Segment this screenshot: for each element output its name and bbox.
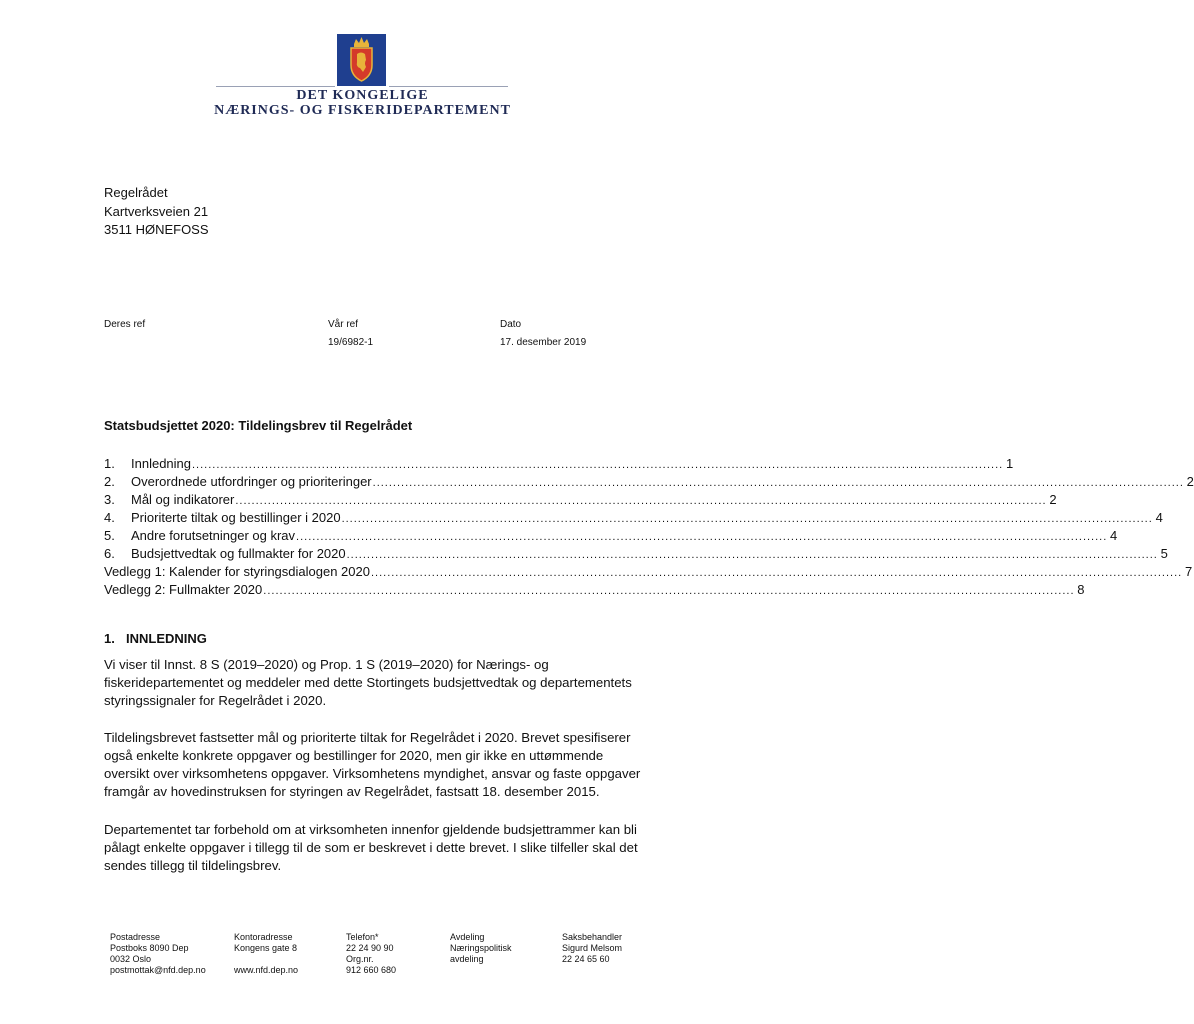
toc-leader: ........................................................................................................................................................................................................ (296, 531, 1108, 543)
footer-text: 0032 Oslo (110, 954, 152, 964)
footer-office-address (234, 932, 298, 976)
footer-label: Postadresse (110, 932, 161, 942)
toc-title: Andre forutsetninger og krav (131, 528, 296, 543)
footer-label: Avdeling (450, 932, 485, 942)
document-title: Statsbudsjettet 2020: Tildelingsbrev til Regelrådet (104, 418, 413, 433)
toc-number: 6. (104, 546, 115, 561)
paragraph-line: pålagt enkelte oppgaver i tillegg til de som er beskrevet i dette brevet. I slike tilfeller skal det (104, 840, 638, 855)
toc-leader: ........................................................................................................................................................................................................ (192, 459, 1004, 471)
footer-text: 22 24 65 60 (562, 954, 610, 964)
toc-page: 4 (1110, 528, 1118, 543)
footer-text: Org.nr. (346, 954, 374, 964)
toc-leader: ........................................................................................................................................................................................................ (235, 495, 1047, 507)
recipient-name: Regelrådet (104, 185, 168, 200)
paragraph-line: framgår av hovedinstruksen for styringen av Regelrådet, fastsatt 18. desember 2015. (104, 784, 600, 799)
section-heading (104, 631, 207, 646)
footer-email-link[interactable]: postmottak@nfd.dep.no (110, 965, 206, 975)
footer-label: Kontoradresse (234, 932, 293, 942)
toc-title: Innledning (131, 456, 191, 471)
paragraph-line: styringssignaler for Regelrådet i 2020. (104, 693, 327, 708)
footer-label: Telefon* (346, 932, 379, 942)
paragraph-line: sendes tillegg til tildelingsbrev. (104, 858, 282, 873)
footer-text: 912 660 680 (346, 965, 397, 975)
footer-case-officer (562, 932, 622, 965)
toc-title: Overordnede utfordringer og prioriteringer (131, 474, 372, 489)
var-ref-label: Vår ref (328, 319, 359, 330)
toc-number: 1. (104, 456, 115, 471)
letterhead-rule-right (389, 86, 508, 87)
footer-phone (346, 932, 396, 976)
footer-text: Næringspolitisk (450, 943, 512, 953)
toc-entry[interactable] (104, 562, 1193, 580)
toc-title: Prioriterte tiltak og bestillinger i 2020 (131, 510, 341, 525)
footer-spacer (234, 954, 298, 965)
footer-text: 22 24 90 90 (346, 943, 394, 953)
footer-website-link[interactable]: www.nfd.dep.no (234, 965, 299, 975)
toc-title: Vedlegg 1: Kalender for styringsdialogen 2020 (104, 564, 370, 579)
toc-entry[interactable] (104, 472, 1194, 490)
toc-entry[interactable] (104, 454, 1014, 472)
toc-title: Budsjettvedtak og fullmakter for 2020 (131, 546, 346, 561)
toc-entry[interactable] (104, 526, 1118, 544)
toc-page: 7 (1184, 564, 1193, 579)
body-paragraph (104, 821, 664, 875)
toc-title: Mål og indikatorer (131, 492, 235, 507)
toc-page: 8 (1077, 582, 1085, 597)
coat-of-arms-icon (337, 34, 386, 86)
section-number: 1. (104, 631, 115, 646)
paragraph-line: også enkelte konkrete oppgaver og bestillinger for 2020, men gir ikke en uttømmende (104, 748, 604, 763)
paragraph-line: Tildelingsbrevet fastsetter mål og prioriterte tiltak for Regelrådet i 2020. Brevet spesifiserer (104, 730, 631, 745)
toc-entry[interactable] (104, 490, 1057, 508)
paragraph-line: Vi viser til Innst. 8 S (2019–2020) og Prop. 1 S (2019–2020) for Nærings- og (104, 657, 549, 672)
footer-text: Sigurd Melsom (562, 943, 623, 953)
footer-postal-address (110, 932, 206, 976)
toc-leader: ........................................................................................................................................................................................................ (263, 585, 1075, 597)
department-name-line1: DET KONGELIGE (296, 88, 429, 103)
section-title: INNLEDNING (126, 631, 207, 646)
toc-number: 2. (104, 474, 115, 489)
recipient-street: Kartverksveien 21 (104, 204, 209, 219)
date-label: Dato (500, 319, 522, 330)
deres-ref-label: Deres ref (104, 319, 146, 330)
footer-text: Kongens gate 8 (234, 943, 298, 953)
body-paragraph (104, 729, 664, 801)
recipient-postal: 3511 HØNEFOSS (104, 222, 209, 237)
paragraph-line: fiskeridepartementet og meddeler med dette Stortingets budsjettvedtak og departementets (104, 675, 632, 690)
toc-number: 5. (104, 528, 115, 543)
toc-leader: ........................................................................................................................................................................................................ (341, 513, 1153, 525)
toc-entry[interactable] (104, 508, 1163, 526)
paragraph-line: oversikt over virksomhetens oppgaver. Virksomhetens myndighet, ansvar og faste oppgaver (104, 766, 641, 781)
toc-page: 1 (1006, 456, 1014, 471)
paragraph-line: Departementet tar forbehold om at virksomheten innenfor gjeldende budsjettrammer kan bli (104, 822, 637, 837)
department-name-line2: NÆRINGS- OG FISKERIDEPARTEMENT (214, 103, 511, 118)
letterhead-rule-left (216, 86, 335, 87)
toc-leader: ........................................................................................................................................................................................................ (372, 477, 1184, 489)
toc-page: 2 (1049, 492, 1057, 507)
toc-entry[interactable] (104, 544, 1168, 562)
toc-title: Vedlegg 2: Fullmakter 2020 (104, 582, 263, 597)
footer-text: Postboks 8090 Dep (110, 943, 189, 953)
toc-number: 4. (104, 510, 115, 525)
toc-entry[interactable] (104, 580, 1085, 598)
date-value: 17. desember 2019 (500, 337, 587, 348)
footer-department (450, 932, 512, 965)
toc-leader: ........................................................................................................................................................................................................ (346, 549, 1158, 561)
toc-number: 3. (104, 492, 115, 507)
toc-leader: ........................................................................................................................................................................................................ (370, 567, 1183, 579)
footer-text: avdeling (450, 954, 484, 964)
toc-page: 5 (1160, 546, 1168, 561)
toc-page: 2 (1186, 474, 1194, 489)
toc-page: 4 (1155, 510, 1163, 525)
body-paragraph (104, 656, 664, 710)
footer-label: Saksbehandler (562, 932, 623, 942)
var-ref-value: 19/6982-1 (328, 337, 374, 348)
